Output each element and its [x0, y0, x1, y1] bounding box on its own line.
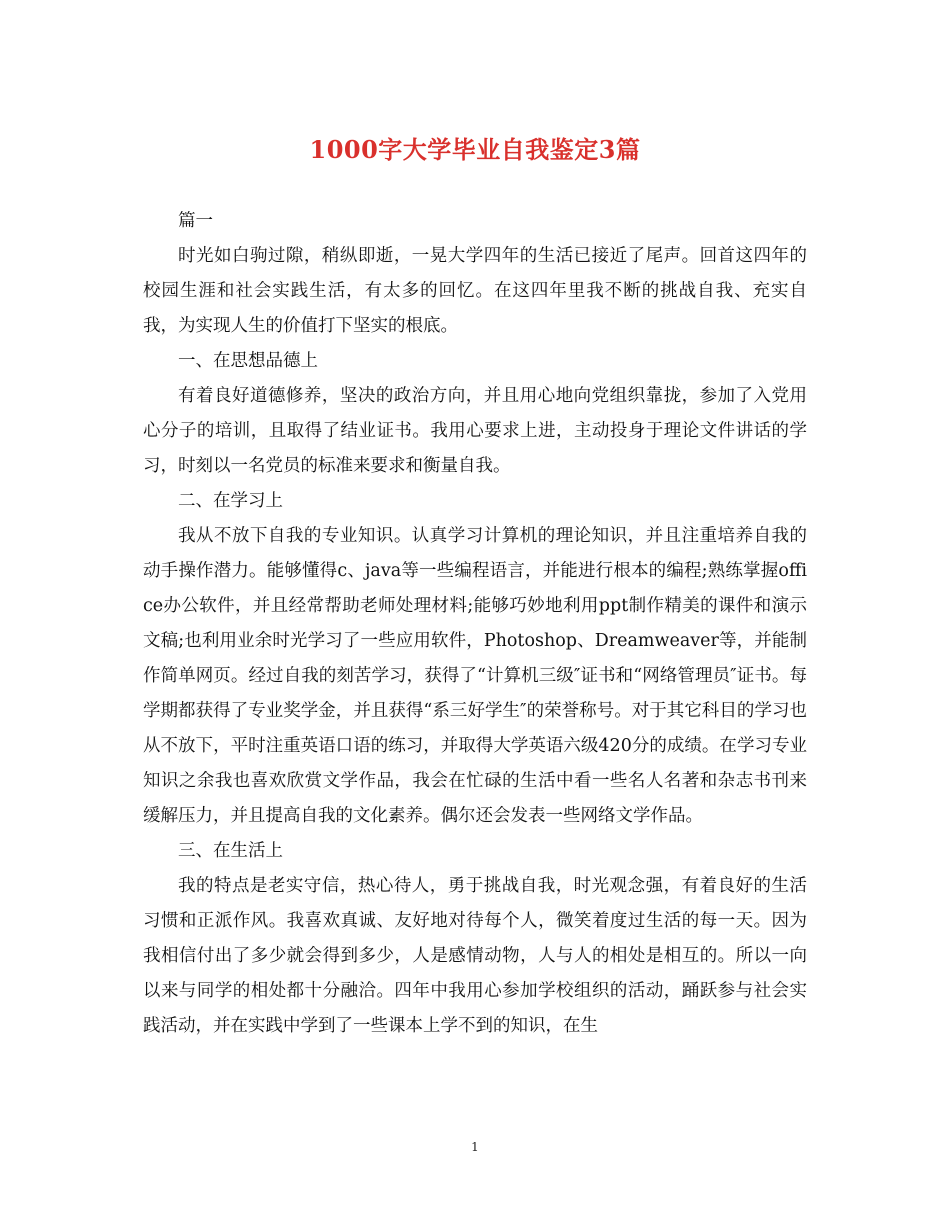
intro-paragraph: 时光如白驹过隙，稍纵即逝，一晃大学四年的生活已接近了尾声。回首这四年的校园生涯和社会实践生活，有太多的回忆。在这四年里我不断的挑战自我、充实自我，为实现人生的价值打下坚实的根底。 [143, 246, 807, 336]
life-paragraph: 我的特点是老实守信，热心待人，勇于挑战自我，时光观念强，有着良好的生活习惯和正派作风。我喜欢真诚、友好地对待每个人，微笑着度过生活的每一天。因为我相信付出了多少就会得到多少，人是感情动物，人与人的相处是相互的。所以一向以来与同学的相处都十分融洽。四年中我用心参加学校组织的活动，踊跃参与社会实践活动，并在实践中学到了一些课本上学不到的知识，在生 [143, 876, 807, 1036]
section-heading-part-one: 篇一 [178, 211, 213, 231]
section-heading-ideology: 一、在思想品德上 [178, 351, 318, 371]
document-title: 1000字大学毕业自我鉴定3篇 [309, 135, 641, 164]
study-paragraph: 我从不放下自我的专业知识。认真学习计算机的理论知识，并且注重培养自我的动手操作潜力。能够懂得c、java等一些编程语言，并能进行根本的编程;熟练掌握office办公软件，并且经常帮助老师处理材料;能够巧妙地利用ppt制作精美的课件和演示文稿;也利用业余时光学习了一些应用软件，Photoshop、Dreamweaver等，并能制作简单网页。经过自我的刻苦学习，获得了“计算机三级″证书和“网络管理员″证书。每学期都获得了专业奖学金，并且获得“系三好学生″的荣誉称号。对于其它科目的学习也从不放下，平时注重英语口语的练习，并取得大学英语六级420分的成绩。在学习专业知识之余我也喜欢欣赏文学作品，我会在忙碌的生活中看一些名人名著和杂志书刊来缓解压力，并且提高自我的文化素养。偶尔还会发表一些网络文学作品。 [143, 526, 807, 826]
page-number: 1 [471, 1140, 479, 1154]
document-body [143, 204, 807, 1044]
section-heading-study: 二、在学习上 [178, 491, 283, 511]
section-heading-life: 三、在生活上 [178, 841, 283, 861]
ideology-paragraph: 有着良好道德修养，坚决的政治方向，并且用心地向党组织靠拢，参加了入党用心分子的培训，且取得了结业证书。我用心要求上进，主动投身于理论文件讲话的学习，时刻以一名党员的标准来要求和衡量自我。 [143, 386, 807, 476]
